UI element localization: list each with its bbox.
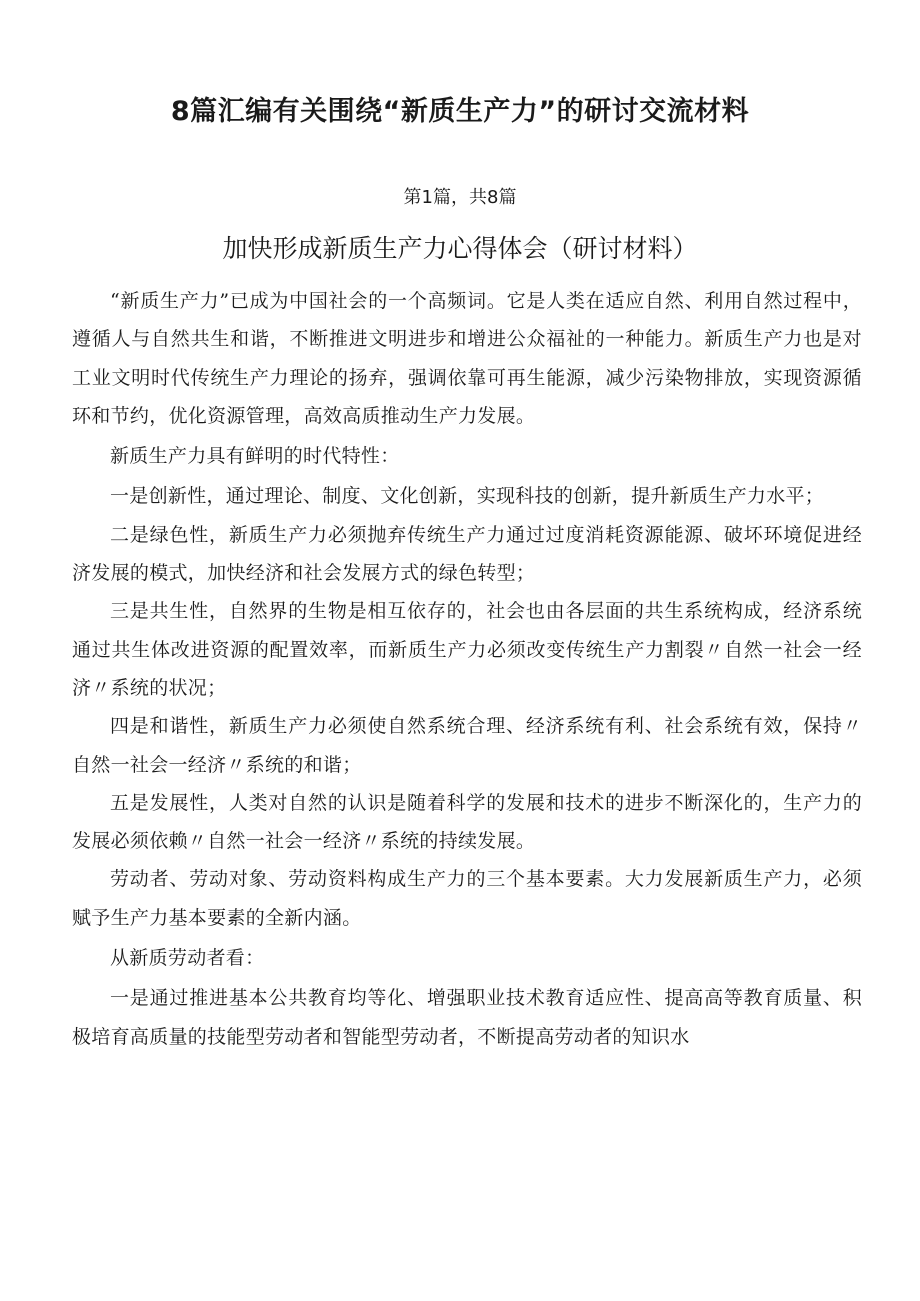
article-body	[72, 282, 862, 1056]
paragraph-feature-development: 五是发展性，人类对自然的认识是随着科学的发展和技术的进步不断深化的，生产力的发展必须依赖〃自然一社会一经济〃系统的持续发展。	[72, 791, 862, 853]
paragraph-feature-harmony: 四是和谐性，新质生产力必须使自然系统合理、经济系统有利、社会系统有效，保持〃自然一社会一经济〃系统的和谐；	[72, 715, 862, 776]
section-label: 第1篇，共8篇	[403, 187, 517, 208]
paragraph-intro: “新质生产力”已成为中国社会的一个高频词。它是人类在适应自然、利用自然过程中，遵循人与自然共生和谐，不断推进文明进步和增进公众福祉的一种能力。新质生产力也是对工业文明时代传统生产力理论的扬弃，强调依靠可再生能源，减少污染物排放，实现资源循环和节约，优化资源管理，高效高质推动生产力发展。	[72, 290, 862, 427]
document-main-title: 8篇汇编有关围绕“新质生产力”的研讨交流材料	[170, 96, 750, 127]
paragraph-workers-first: 一是通过推进基本公共教育均等化、增强职业技术教育适应性、提高高等教育质量、积极培育高质量的技能型劳动者和智能型劳动者，不断提高劳动者的知识水	[72, 987, 862, 1048]
paragraph-heading-features: 新质生产力具有鲜明的时代特性：	[110, 445, 400, 468]
paragraph-feature-green: 二是绿色性，新质生产力必须抛弃传统生产力通过过度消耗资源能源、破坏环境促进经济发展的模式，加快经济和社会发展方式的绿色转型；	[72, 523, 862, 585]
paragraph-heading-workers: 从新质劳动者看：	[110, 947, 265, 970]
article-title: 加快形成新质生产力心得体会（研讨材料）	[222, 234, 698, 263]
paragraph-feature-innovation: 一是创新性，通过理论、制度、文化创新，实现科技的创新，提升新质生产力水平；	[110, 485, 825, 508]
paragraph-feature-symbiosis: 三是共生性，自然界的生物是相互依存的，社会也由各层面的共生系统构成，经济系统通过共生体改进资源的配置效率，而新质生产力必须改变传统生产力割裂〃自然一社会一经济〃系统的状况；	[72, 600, 862, 699]
paragraph-three-elements: 劳动者、劳动对象、劳动资料构成生产力的三个基本要素。大力发展新质生产力，必须赋予生产力基本要素的全新内涵。	[72, 868, 862, 929]
